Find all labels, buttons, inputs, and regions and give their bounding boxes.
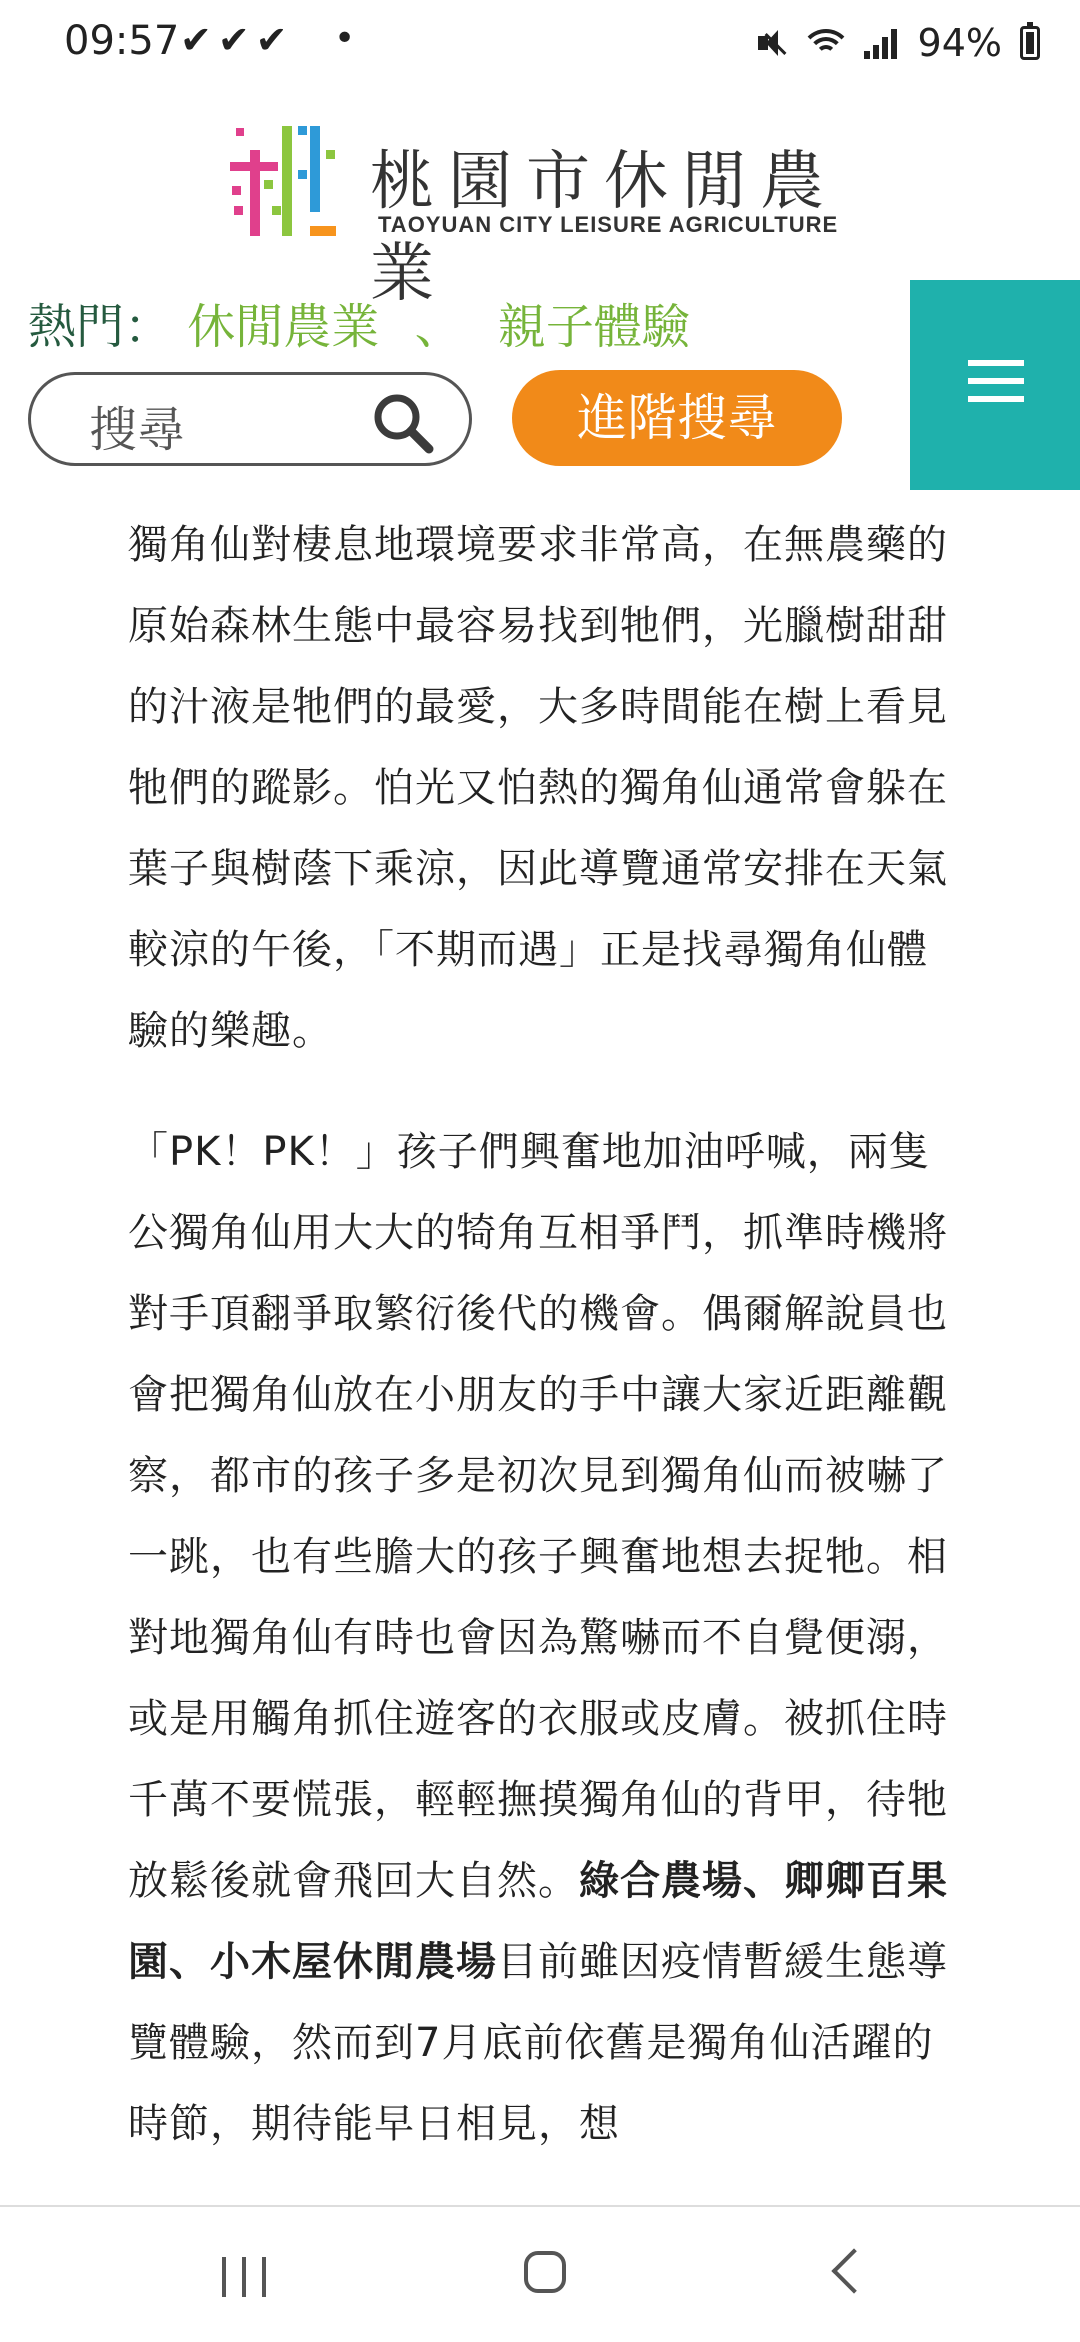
hot-tags	[28, 288, 690, 357]
signal-icon	[864, 27, 900, 59]
hot-label: 熱門：	[28, 299, 173, 355]
search-icon[interactable]	[371, 391, 435, 455]
home-icon[interactable]	[524, 2251, 566, 2293]
advanced-search-button[interactable]: 進階搜尋	[512, 370, 842, 466]
status-bar	[0, 0, 1080, 92]
system-nav-bar	[0, 2205, 1080, 2342]
logo-title: 桃園市休閒農業	[370, 145, 838, 311]
article-body	[128, 505, 958, 2165]
battery-percent: 94%	[917, 21, 1002, 65]
back-icon[interactable]	[831, 2248, 876, 2293]
farm-names: 綠合農場、卿卿百果園、小木屋休閒農場	[128, 1858, 948, 1985]
article-text: 目前雖因疫情暫緩生態導覽體驗，然而到7月底前依舊是獨角仙活躍的時節，期待能早日相見，想	[128, 1939, 948, 2147]
notification-dot: •	[334, 18, 356, 59]
hot-separator: 、	[414, 299, 463, 355]
hot-link-family[interactable]: 親子體驗	[497, 299, 690, 355]
hot-link-leisure[interactable]: 休閒農業	[187, 299, 380, 355]
check-icons: ✔✔✔	[180, 18, 294, 62]
logo-subtitle: TAOYUAN CITY LEISURE AGRICULTURE	[378, 212, 839, 237]
search-placeholder: 搜尋	[89, 402, 186, 458]
article-text: 「PK！PK！」孩子們興奮地加油呼喊，兩隻公獨角仙用大大的犄角互相爭鬥，抓準時機將對手頂翻爭取繁衍後代的機會。偶爾解說員也會把獨角仙放在小朋友的手中讓大家近距離觀察，都市的孩子多是初次見到獨角仙而被嚇了一跳，也有些膽大的孩子興奮地想去捉牠。相對地獨角仙有時也會因為驚嚇而不自覺便溺，或是用觸角抓住遊客的衣服或皮膚。被抓住時千萬不要慌張，輕輕撫摸獨角仙的背甲，待牠放鬆後就會飛回大自然。	[128, 1129, 948, 1904]
mute-icon	[754, 26, 788, 60]
wifi-icon	[806, 27, 846, 59]
article-paragraph: 獨角仙對棲息地環境要求非常高，在無農藥的原始森林生態中最容易找到牠們，光臘樹甜甜的汁液是牠們的最愛，大多時間能在樹上看見牠們的蹤影。怕光又怕熱的獨角仙通常會躲在葉子與樹蔭下乘涼，因此導覽通常安排在天氣較涼的午後，「不期而遇」正是找尋獨角仙體驗的樂趣。	[128, 522, 948, 1054]
battery-icon	[1020, 26, 1040, 60]
article-paragraph	[128, 1112, 958, 2165]
recent-apps-icon[interactable]	[222, 2257, 266, 2297]
site-logo[interactable]	[230, 120, 890, 311]
status-icons	[754, 18, 1040, 68]
menu-button[interactable]	[910, 280, 1080, 490]
search-input[interactable]	[28, 372, 472, 466]
status-time: 09:57	[64, 18, 180, 64]
logo-mark-icon	[230, 120, 340, 242]
